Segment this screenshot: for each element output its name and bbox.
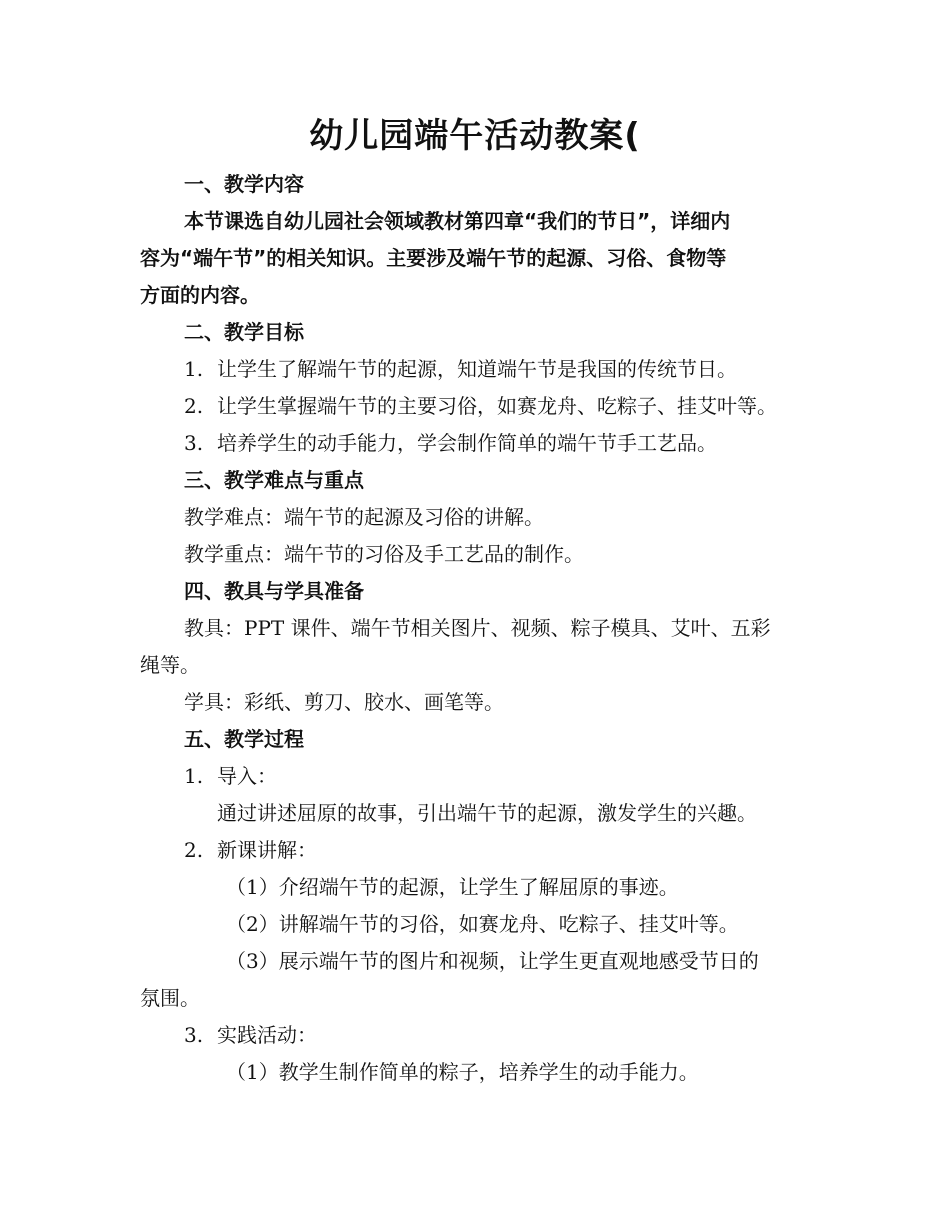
list-text: 培养学生的动手能力，学会制作简单的端午节手工艺品。 [217, 431, 717, 455]
paragraph-line: 教学难点：端午节的起源及习俗的讲解。 [184, 505, 544, 529]
list-number: 2. [184, 838, 204, 862]
list-item [140, 832, 820, 869]
section-heading-difficulties: 三、教学难点与重点 [184, 468, 364, 492]
list-item [140, 1017, 820, 1054]
section-heading-process: 五、教学过程 [184, 727, 304, 751]
list-text: 实践活动： [217, 1023, 317, 1047]
paragraph-line: 绳等。 [140, 653, 200, 677]
list-number: 3. [184, 1023, 204, 1047]
page-title: 幼儿园端午活动教案( [309, 116, 641, 156]
paragraph-line: 氛围。 [140, 986, 200, 1010]
document-body [140, 166, 820, 1091]
sub-item: （1）介绍端午节的起源，让学生了解屈原的事迹。 [226, 875, 679, 899]
paragraph-line: 容为“端午节”的相关知识。主要涉及端午节的起源、习俗、食物等 [140, 246, 727, 270]
paragraph-line: 学具：彩纸、剪刀、胶水、画笔等。 [184, 690, 504, 714]
paragraph-line: 本节课选自幼儿园社会领域教材第四章“我们的节日”，详细内 [184, 209, 731, 233]
list-item [140, 351, 820, 388]
list-text: 新课讲解： [217, 838, 317, 862]
section-heading-materials: 四、教具与学具准备 [184, 579, 364, 603]
list-text: 让学生掌握端午节的主要习俗，如赛龙舟、吃粽子、挂艾叶等。 [217, 394, 777, 418]
section-heading-content: 一、教学内容 [184, 172, 304, 196]
list-item [140, 758, 820, 795]
list-item [140, 388, 820, 425]
sub-item: （3）展示端午节的图片和视频，让学生更直观地感受节日的 [226, 949, 759, 973]
paragraph-line: 教学重点：端午节的习俗及手工艺品的制作。 [184, 542, 584, 566]
sub-item: （1）教学生制作简单的粽子，培养学生的动手能力。 [226, 1060, 699, 1084]
list-number: 3. [184, 431, 204, 455]
section-heading-goals: 二、教学目标 [184, 320, 304, 344]
sub-item: （2）讲解端午节的习俗，如赛龙舟、吃粽子、挂艾叶等。 [226, 912, 739, 936]
paragraph-line: 通过讲述屈原的故事，引出端午节的起源，激发学生的兴趣。 [217, 801, 757, 825]
paragraph-line: 方面的内容。 [140, 283, 260, 307]
paragraph-line: 教具：PPT 课件、端午节相关图片、视频、粽子模具、艾叶、五彩 [184, 616, 771, 640]
list-text: 让学生了解端午节的起源，知道端午节是我国的传统节日。 [217, 357, 737, 381]
list-number: 1. [184, 357, 204, 381]
list-number: 2. [184, 394, 204, 418]
list-text: 导入： [217, 764, 277, 788]
list-item [140, 425, 820, 462]
list-number: 1. [184, 764, 204, 788]
